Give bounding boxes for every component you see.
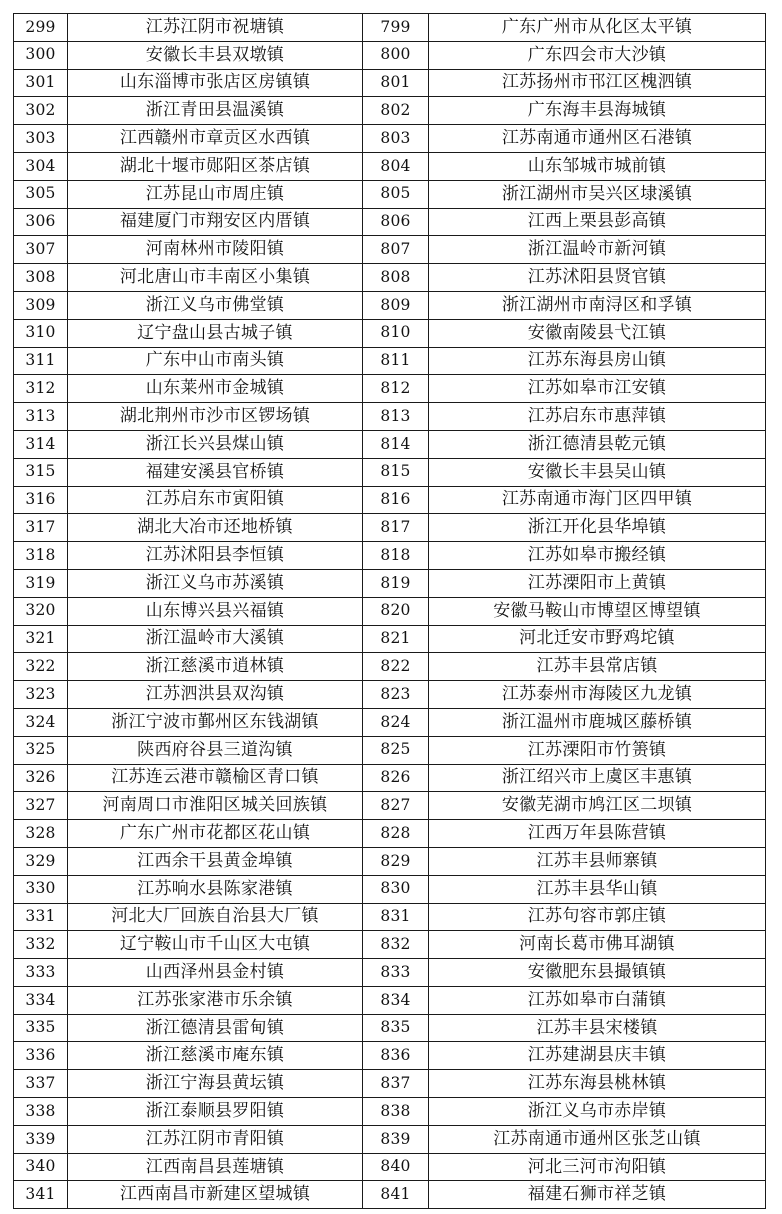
table-row <box>14 903 766 931</box>
left-town-name-cell: 浙江慈溪市逍林镇 <box>68 653 363 681</box>
left-town-name-cell: 浙江宁海县黄坛镇 <box>68 1070 363 1098</box>
left-rank-cell: 308 <box>14 264 68 292</box>
right-rank-cell: 806 <box>363 208 429 236</box>
left-rank-cell: 302 <box>14 97 68 125</box>
left-rank-cell: 335 <box>14 1014 68 1042</box>
left-town-name-cell: 浙江泰顺县罗阳镇 <box>68 1098 363 1126</box>
right-town-name-cell: 江苏东海县桃林镇 <box>429 1070 766 1098</box>
table-row <box>14 264 766 292</box>
table-row <box>14 542 766 570</box>
left-rank-cell: 306 <box>14 208 68 236</box>
table-row <box>14 236 766 264</box>
table-row <box>14 847 766 875</box>
right-rank-cell: 839 <box>363 1125 429 1153</box>
left-town-name-cell: 江苏江阴市祝塘镇 <box>68 14 363 42</box>
right-town-name-cell: 江苏南通市海门区四甲镇 <box>429 486 766 514</box>
table-row <box>14 736 766 764</box>
right-rank-cell: 836 <box>363 1042 429 1070</box>
right-town-name-cell: 江苏句容市郭庄镇 <box>429 903 766 931</box>
left-rank-cell: 319 <box>14 569 68 597</box>
right-rank-cell: 822 <box>363 653 429 681</box>
left-rank-cell: 312 <box>14 375 68 403</box>
table-row <box>14 986 766 1014</box>
left-rank-cell: 315 <box>14 458 68 486</box>
left-rank-cell: 316 <box>14 486 68 514</box>
left-town-name-cell: 陕西府谷县三道沟镇 <box>68 736 363 764</box>
left-rank-cell: 307 <box>14 236 68 264</box>
left-rank-cell: 326 <box>14 764 68 792</box>
right-town-name-cell: 浙江义乌市赤岸镇 <box>429 1098 766 1126</box>
right-town-name-cell: 浙江湖州市吴兴区埭溪镇 <box>429 180 766 208</box>
left-town-name-cell: 山东莱州市金城镇 <box>68 375 363 403</box>
left-rank-cell: 322 <box>14 653 68 681</box>
right-rank-cell: 828 <box>363 820 429 848</box>
table-row <box>14 375 766 403</box>
left-rank-cell: 332 <box>14 931 68 959</box>
right-town-name-cell: 安徽长丰县吴山镇 <box>429 458 766 486</box>
right-rank-cell: 817 <box>363 514 429 542</box>
left-rank-cell: 311 <box>14 347 68 375</box>
right-town-name-cell: 江苏丰县宋楼镇 <box>429 1014 766 1042</box>
left-rank-cell: 340 <box>14 1153 68 1181</box>
right-town-name-cell: 广东四会市大沙镇 <box>429 41 766 69</box>
left-rank-cell: 317 <box>14 514 68 542</box>
right-town-name-cell: 江苏建湖县庆丰镇 <box>429 1042 766 1070</box>
right-town-name-cell: 江西上栗县彭高镇 <box>429 208 766 236</box>
right-town-name-cell: 广东广州市从化区太平镇 <box>429 14 766 42</box>
table-row <box>14 1070 766 1098</box>
left-town-name-cell: 湖北十堰市郧阳区茶店镇 <box>68 152 363 180</box>
table-row <box>14 152 766 180</box>
right-rank-cell: 803 <box>363 125 429 153</box>
right-town-name-cell: 江苏泰州市海陵区九龙镇 <box>429 681 766 709</box>
table-row <box>14 597 766 625</box>
left-town-name-cell: 浙江义乌市苏溪镇 <box>68 569 363 597</box>
right-rank-cell: 818 <box>363 542 429 570</box>
right-rank-cell: 834 <box>363 986 429 1014</box>
right-town-name-cell: 山东邹城市城前镇 <box>429 152 766 180</box>
table-row <box>14 486 766 514</box>
left-town-name-cell: 福建安溪县官桥镇 <box>68 458 363 486</box>
left-rank-cell: 339 <box>14 1125 68 1153</box>
table-row <box>14 708 766 736</box>
left-rank-cell: 331 <box>14 903 68 931</box>
table-row <box>14 681 766 709</box>
right-rank-cell: 830 <box>363 875 429 903</box>
left-town-name-cell: 浙江宁波市鄞州区东钱湖镇 <box>68 708 363 736</box>
left-town-name-cell: 河北唐山市丰南区小集镇 <box>68 264 363 292</box>
table-row <box>14 792 766 820</box>
left-town-name-cell: 浙江德清县雷甸镇 <box>68 1014 363 1042</box>
left-town-name-cell: 河南林州市陵阳镇 <box>68 236 363 264</box>
right-rank-cell: 820 <box>363 597 429 625</box>
left-rank-cell: 325 <box>14 736 68 764</box>
right-town-name-cell: 浙江绍兴市上虞区丰惠镇 <box>429 764 766 792</box>
right-town-name-cell: 安徽芜湖市鸠江区二坝镇 <box>429 792 766 820</box>
right-rank-cell: 838 <box>363 1098 429 1126</box>
right-rank-cell: 800 <box>363 41 429 69</box>
left-rank-cell: 299 <box>14 14 68 42</box>
right-town-name-cell: 河北三河市泃阳镇 <box>429 1153 766 1181</box>
left-rank-cell: 334 <box>14 986 68 1014</box>
right-town-name-cell: 福建石狮市祥芝镇 <box>429 1181 766 1209</box>
right-rank-cell: 833 <box>363 959 429 987</box>
right-rank-cell: 807 <box>363 236 429 264</box>
left-town-name-cell: 山东淄博市张店区房镇镇 <box>68 69 363 97</box>
right-town-name-cell: 浙江湖州市南浔区和孚镇 <box>429 291 766 319</box>
right-rank-cell: 826 <box>363 764 429 792</box>
right-town-name-cell: 浙江温州市鹿城区藤桥镇 <box>429 708 766 736</box>
right-rank-cell: 832 <box>363 931 429 959</box>
right-town-name-cell: 浙江德清县乾元镇 <box>429 430 766 458</box>
left-town-name-cell: 辽宁盘山县古城子镇 <box>68 319 363 347</box>
right-rank-cell: 819 <box>363 569 429 597</box>
right-rank-cell: 802 <box>363 97 429 125</box>
left-rank-cell: 300 <box>14 41 68 69</box>
right-town-name-cell: 江苏如皋市搬经镇 <box>429 542 766 570</box>
town-list-body <box>14 14 766 1209</box>
right-rank-cell: 811 <box>363 347 429 375</box>
left-town-name-cell: 福建厦门市翔安区内厝镇 <box>68 208 363 236</box>
right-rank-cell: 814 <box>363 430 429 458</box>
left-rank-cell: 321 <box>14 625 68 653</box>
table-row <box>14 931 766 959</box>
left-rank-cell: 329 <box>14 847 68 875</box>
table-row <box>14 319 766 347</box>
table-row <box>14 41 766 69</box>
right-rank-cell: 840 <box>363 1153 429 1181</box>
left-town-name-cell: 江苏张家港市乐余镇 <box>68 986 363 1014</box>
table-row <box>14 208 766 236</box>
left-town-name-cell: 河南周口市淮阳区城关回族镇 <box>68 792 363 820</box>
table-row <box>14 14 766 42</box>
left-town-name-cell: 山西泽州县金村镇 <box>68 959 363 987</box>
right-rank-cell: 812 <box>363 375 429 403</box>
left-town-name-cell: 江西赣州市章贡区水西镇 <box>68 125 363 153</box>
left-town-name-cell: 浙江义乌市佛堂镇 <box>68 291 363 319</box>
left-rank-cell: 305 <box>14 180 68 208</box>
right-town-name-cell: 江苏丰县常店镇 <box>429 653 766 681</box>
left-town-name-cell: 江西南昌县莲塘镇 <box>68 1153 363 1181</box>
left-town-name-cell: 江苏江阴市青阳镇 <box>68 1125 363 1153</box>
left-rank-cell: 303 <box>14 125 68 153</box>
left-rank-cell: 313 <box>14 403 68 431</box>
table-row <box>14 458 766 486</box>
left-rank-cell: 309 <box>14 291 68 319</box>
left-town-name-cell: 河北大厂回族自治县大厂镇 <box>68 903 363 931</box>
right-rank-cell: 821 <box>363 625 429 653</box>
table-row <box>14 764 766 792</box>
left-rank-cell: 320 <box>14 597 68 625</box>
left-town-name-cell: 山东博兴县兴福镇 <box>68 597 363 625</box>
table-row <box>14 1014 766 1042</box>
right-rank-cell: 835 <box>363 1014 429 1042</box>
left-town-name-cell: 江苏泗洪县双沟镇 <box>68 681 363 709</box>
table-row <box>14 125 766 153</box>
table-row <box>14 347 766 375</box>
table-row <box>14 625 766 653</box>
table-row <box>14 1153 766 1181</box>
right-town-name-cell: 江苏南通市通州区张芝山镇 <box>429 1125 766 1153</box>
right-rank-cell: 809 <box>363 291 429 319</box>
left-rank-cell: 323 <box>14 681 68 709</box>
table-row <box>14 653 766 681</box>
left-rank-cell: 314 <box>14 430 68 458</box>
left-town-name-cell: 辽宁鞍山市千山区大屯镇 <box>68 931 363 959</box>
table-row <box>14 1042 766 1070</box>
left-rank-cell: 337 <box>14 1070 68 1098</box>
left-town-name-cell: 浙江慈溪市庵东镇 <box>68 1042 363 1070</box>
left-town-name-cell: 江苏沭阳县李恒镇 <box>68 542 363 570</box>
left-rank-cell: 330 <box>14 875 68 903</box>
left-town-name-cell: 湖北大冶市还地桥镇 <box>68 514 363 542</box>
left-rank-cell: 341 <box>14 1181 68 1209</box>
right-town-name-cell: 安徽南陵县弋江镇 <box>429 319 766 347</box>
right-town-name-cell: 安徽马鞍山市博望区博望镇 <box>429 597 766 625</box>
left-rank-cell: 310 <box>14 319 68 347</box>
right-rank-cell: 810 <box>363 319 429 347</box>
town-list-table <box>13 13 766 1209</box>
right-rank-cell: 829 <box>363 847 429 875</box>
right-town-name-cell: 浙江温岭市新河镇 <box>429 236 766 264</box>
left-rank-cell: 301 <box>14 69 68 97</box>
left-town-name-cell: 浙江青田县温溪镇 <box>68 97 363 125</box>
right-rank-cell: 824 <box>363 708 429 736</box>
left-rank-cell: 333 <box>14 959 68 987</box>
table-row <box>14 1125 766 1153</box>
table-row <box>14 820 766 848</box>
right-town-name-cell: 江西万年县陈营镇 <box>429 820 766 848</box>
right-town-name-cell: 江苏启东市惠萍镇 <box>429 403 766 431</box>
table-row <box>14 97 766 125</box>
right-town-name-cell: 江苏溧阳市上黄镇 <box>429 569 766 597</box>
table-row <box>14 569 766 597</box>
left-town-name-cell: 江苏响水县陈家港镇 <box>68 875 363 903</box>
table-row <box>14 291 766 319</box>
table-row <box>14 875 766 903</box>
right-town-name-cell: 广东海丰县海城镇 <box>429 97 766 125</box>
right-rank-cell: 815 <box>363 458 429 486</box>
right-rank-cell: 827 <box>363 792 429 820</box>
table-row <box>14 69 766 97</box>
left-town-name-cell: 江西余干县黄金埠镇 <box>68 847 363 875</box>
right-town-name-cell: 江苏东海县房山镇 <box>429 347 766 375</box>
table-row <box>14 1098 766 1126</box>
left-town-name-cell: 广东中山市南头镇 <box>68 347 363 375</box>
right-rank-cell: 841 <box>363 1181 429 1209</box>
left-rank-cell: 318 <box>14 542 68 570</box>
left-town-name-cell: 江西南昌市新建区望城镇 <box>68 1181 363 1209</box>
right-town-name-cell: 江苏南通市通州区石港镇 <box>429 125 766 153</box>
left-rank-cell: 338 <box>14 1098 68 1126</box>
right-town-name-cell: 浙江开化县华埠镇 <box>429 514 766 542</box>
right-rank-cell: 825 <box>363 736 429 764</box>
left-town-name-cell: 江苏启东市寅阳镇 <box>68 486 363 514</box>
table-row <box>14 430 766 458</box>
right-rank-cell: 813 <box>363 403 429 431</box>
left-rank-cell: 327 <box>14 792 68 820</box>
right-rank-cell: 804 <box>363 152 429 180</box>
right-town-name-cell: 河南长葛市佛耳湖镇 <box>429 931 766 959</box>
table-row <box>14 959 766 987</box>
right-town-name-cell: 江苏如皋市白蒲镇 <box>429 986 766 1014</box>
right-rank-cell: 799 <box>363 14 429 42</box>
table-row <box>14 180 766 208</box>
left-town-name-cell: 浙江长兴县煤山镇 <box>68 430 363 458</box>
left-town-name-cell: 安徽长丰县双墩镇 <box>68 41 363 69</box>
right-town-name-cell: 江苏丰县师寨镇 <box>429 847 766 875</box>
right-town-name-cell: 安徽肥东县撮镇镇 <box>429 959 766 987</box>
right-rank-cell: 816 <box>363 486 429 514</box>
table-row <box>14 403 766 431</box>
right-rank-cell: 837 <box>363 1070 429 1098</box>
right-rank-cell: 801 <box>363 69 429 97</box>
left-rank-cell: 324 <box>14 708 68 736</box>
right-town-name-cell: 河北迁安市野鸡坨镇 <box>429 625 766 653</box>
table-row <box>14 1181 766 1209</box>
left-rank-cell: 304 <box>14 152 68 180</box>
left-rank-cell: 328 <box>14 820 68 848</box>
left-town-name-cell: 广东广州市花都区花山镇 <box>68 820 363 848</box>
right-town-name-cell: 江苏沭阳县贤官镇 <box>429 264 766 292</box>
table-row <box>14 514 766 542</box>
right-town-name-cell: 江苏丰县华山镇 <box>429 875 766 903</box>
right-town-name-cell: 江苏如皋市江安镇 <box>429 375 766 403</box>
right-town-name-cell: 江苏溧阳市竹箦镇 <box>429 736 766 764</box>
left-town-name-cell: 江苏连云港市赣榆区青口镇 <box>68 764 363 792</box>
right-rank-cell: 805 <box>363 180 429 208</box>
right-rank-cell: 808 <box>363 264 429 292</box>
left-town-name-cell: 江苏昆山市周庄镇 <box>68 180 363 208</box>
right-rank-cell: 831 <box>363 903 429 931</box>
right-town-name-cell: 江苏扬州市邗江区槐泗镇 <box>429 69 766 97</box>
right-rank-cell: 823 <box>363 681 429 709</box>
left-town-name-cell: 浙江温岭市大溪镇 <box>68 625 363 653</box>
left-town-name-cell: 湖北荆州市沙市区锣场镇 <box>68 403 363 431</box>
left-rank-cell: 336 <box>14 1042 68 1070</box>
